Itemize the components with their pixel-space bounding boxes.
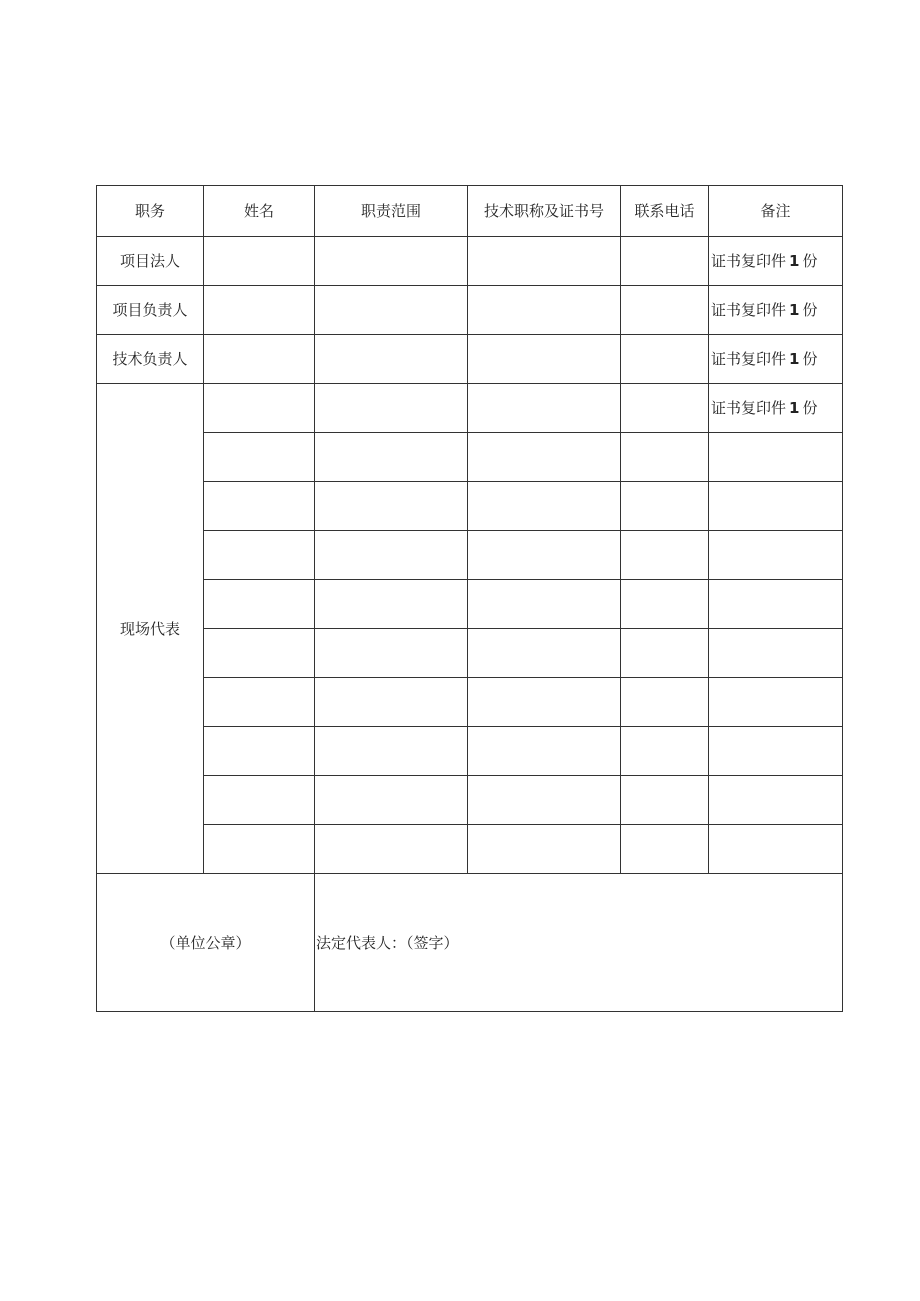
- phone-cell[interactable]: [621, 335, 709, 384]
- table-row: [97, 433, 843, 482]
- certificate-cell[interactable]: [468, 776, 621, 825]
- header-role: 职务: [97, 186, 204, 237]
- phone-cell[interactable]: [621, 237, 709, 286]
- phone-cell[interactable]: [621, 825, 709, 874]
- table-row: [97, 335, 843, 384]
- note-prefix: 证书复印件: [711, 252, 787, 270]
- phone-cell[interactable]: [621, 776, 709, 825]
- table-row: [97, 678, 843, 727]
- phone-cell[interactable]: [621, 629, 709, 678]
- table-row: [97, 286, 843, 335]
- certificate-cell[interactable]: [468, 482, 621, 531]
- note-suffix: 份: [802, 350, 818, 368]
- table-row: [97, 482, 843, 531]
- responsibility-cell[interactable]: [315, 237, 468, 286]
- phone-cell[interactable]: [621, 531, 709, 580]
- signature-row: [97, 874, 843, 1012]
- table-row: [97, 825, 843, 874]
- unit-seal-cell: （单位公章）: [97, 874, 315, 1012]
- phone-cell[interactable]: [621, 580, 709, 629]
- responsibility-cell[interactable]: [315, 384, 468, 433]
- name-cell[interactable]: [204, 580, 315, 629]
- table-row: [97, 384, 843, 433]
- note-suffix: 份: [802, 252, 818, 270]
- note-prefix: 证书复印件: [711, 350, 787, 368]
- table-row: [97, 580, 843, 629]
- certificate-cell[interactable]: [468, 727, 621, 776]
- note-prefix: 证书复印件: [711, 399, 787, 417]
- phone-cell[interactable]: [621, 286, 709, 335]
- certificate-cell[interactable]: [468, 237, 621, 286]
- certificate-cell[interactable]: [468, 629, 621, 678]
- phone-cell[interactable]: [621, 433, 709, 482]
- responsibility-cell[interactable]: [315, 825, 468, 874]
- name-cell[interactable]: [204, 825, 315, 874]
- responsibility-cell[interactable]: [315, 531, 468, 580]
- site-rep-role-cell: 现场代表: [97, 384, 204, 874]
- phone-cell[interactable]: [621, 727, 709, 776]
- role-cell: 技术负责人: [97, 335, 204, 384]
- remarks-cell[interactable]: [709, 531, 843, 580]
- table-row: [97, 629, 843, 678]
- responsibility-cell[interactable]: [315, 727, 468, 776]
- phone-cell[interactable]: [621, 678, 709, 727]
- responsibility-cell[interactable]: [315, 335, 468, 384]
- name-cell[interactable]: [204, 531, 315, 580]
- remarks-cell[interactable]: [709, 678, 843, 727]
- responsibility-cell[interactable]: [315, 776, 468, 825]
- remarks-cell[interactable]: [709, 776, 843, 825]
- table-row: [97, 531, 843, 580]
- note-count: 1: [789, 399, 800, 417]
- header-title-certificate: 技术职称及证书号: [468, 186, 621, 237]
- note-count: 1: [789, 350, 800, 368]
- name-cell[interactable]: [204, 629, 315, 678]
- note-suffix: 份: [802, 301, 818, 319]
- role-cell: 项目负责人: [97, 286, 204, 335]
- name-cell[interactable]: [204, 678, 315, 727]
- certificate-cell[interactable]: [468, 580, 621, 629]
- header-phone: 联系电话: [621, 186, 709, 237]
- remarks-cell[interactable]: [709, 433, 843, 482]
- name-cell[interactable]: [204, 433, 315, 482]
- certificate-cell[interactable]: [468, 384, 621, 433]
- certificate-cell[interactable]: [468, 335, 621, 384]
- name-cell[interactable]: [204, 286, 315, 335]
- certificate-cell[interactable]: [468, 678, 621, 727]
- name-cell[interactable]: [204, 335, 315, 384]
- header-responsibility: 职责范围: [315, 186, 468, 237]
- name-cell[interactable]: [204, 727, 315, 776]
- responsibility-cell[interactable]: [315, 678, 468, 727]
- note-count: 1: [789, 252, 800, 270]
- table-row: [97, 776, 843, 825]
- personnel-table: [96, 185, 843, 1012]
- responsibility-cell[interactable]: [315, 580, 468, 629]
- certificate-cell[interactable]: [468, 825, 621, 874]
- responsibility-cell[interactable]: [315, 433, 468, 482]
- remarks-cell[interactable]: [709, 482, 843, 531]
- phone-cell[interactable]: [621, 384, 709, 433]
- phone-cell[interactable]: [621, 482, 709, 531]
- remarks-cell: [709, 335, 843, 384]
- remarks-cell: [709, 237, 843, 286]
- certificate-cell[interactable]: [468, 433, 621, 482]
- remarks-cell[interactable]: [709, 727, 843, 776]
- remarks-cell: [709, 286, 843, 335]
- note-count: 1: [789, 301, 800, 319]
- header-row: [97, 186, 843, 237]
- legal-representative-signature-cell: 法定代表人：（签字）: [315, 874, 843, 1012]
- remarks-cell[interactable]: [709, 580, 843, 629]
- note-prefix: 证书复印件: [711, 301, 787, 319]
- header-remarks: 备注: [709, 186, 843, 237]
- table-row: [97, 727, 843, 776]
- certificate-cell[interactable]: [468, 531, 621, 580]
- name-cell[interactable]: [204, 237, 315, 286]
- name-cell[interactable]: [204, 482, 315, 531]
- remarks-cell[interactable]: [709, 629, 843, 678]
- remarks-cell[interactable]: [709, 825, 843, 874]
- note-suffix: 份: [802, 399, 818, 417]
- remarks-cell: [709, 384, 843, 433]
- responsibility-cell[interactable]: [315, 482, 468, 531]
- header-name: 姓名: [204, 186, 315, 237]
- role-cell: 项目法人: [97, 237, 204, 286]
- name-cell[interactable]: [204, 776, 315, 825]
- certificate-cell[interactable]: [468, 286, 621, 335]
- responsibility-cell[interactable]: [315, 286, 468, 335]
- name-cell[interactable]: [204, 384, 315, 433]
- responsibility-cell[interactable]: [315, 629, 468, 678]
- table-row: [97, 237, 843, 286]
